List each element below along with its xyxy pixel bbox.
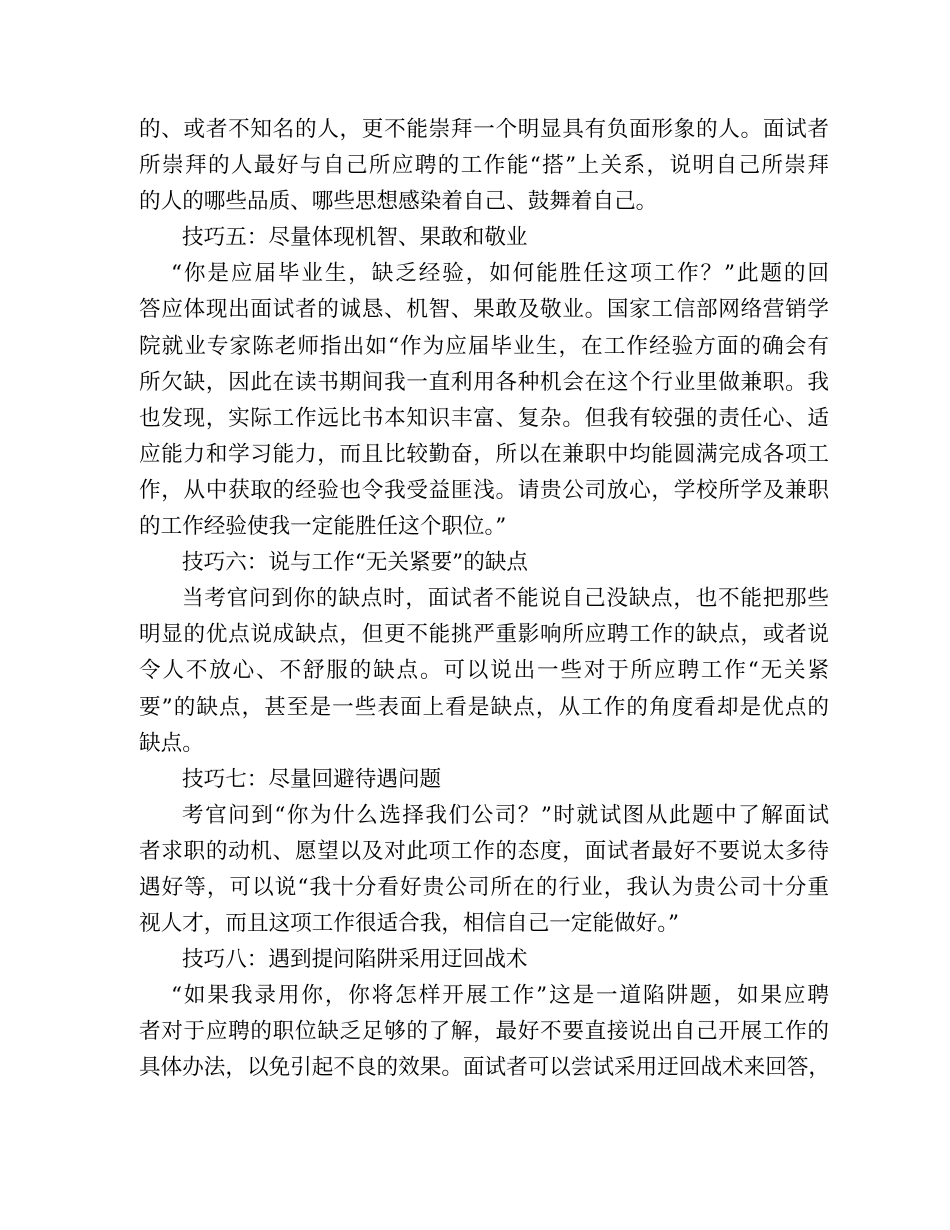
body-line: 缺点。 [139, 730, 204, 756]
body-line: 视人才，而且这项工作很适合我，相信自己一定能做好。” [139, 911, 680, 937]
body-line: 要”的缺点，甚至是一些表面上看是缺点，从工作的角度看却是优点的 [139, 694, 829, 720]
body-line: “如果我录用你，你将怎样开展工作”这是一道陷阱题，如果应聘 [171, 983, 829, 1009]
body-line: 的工作经验使我一定能胜任这个职位。” [139, 514, 507, 540]
section-heading: 技巧八：遇到提问陷阱采用迂回战术 [182, 947, 528, 973]
body-line: 作，从中获取的经验也令我受益匪浅。请贵公司放心，学校所学及兼职 [139, 477, 829, 503]
body-line: 考官问到“你为什么选择我们公司？”时就试图从此题中了解面试 [182, 802, 829, 828]
body-line: 应能力和学习能力，而且比较勤奋，所以在兼职中均能圆满完成各项工 [139, 441, 829, 467]
body-line: 的人的哪些品质、哪些思想感染着自己、鼓舞着自己。 [139, 189, 658, 215]
section-heading: 技巧六：说与工作“无关紧要”的缺点 [182, 550, 528, 576]
body-line: 遇好等，可以说“我十分看好贵公司所在的行业，我认为贵公司十分重 [139, 874, 829, 900]
body-line: 当考官问到你的缺点时，面试者不能说自己没缺点，也不能把那些 [182, 586, 829, 612]
body-line: 所欠缺，因此在读书期间我一直利用各种机会在这个行业里做兼职。我 [139, 369, 829, 395]
document-body [139, 112, 829, 1087]
body-line: 具体办法，以免引起不良的效果。面试者可以尝试采用迂回战术来回答， [139, 1055, 831, 1081]
body-line: 院就业专家陈老师指出如“作为应届毕业生，在工作经验方面的确会有 [139, 333, 829, 359]
body-line: “你是应届毕业生，缺乏经验，如何能胜任这项工作？”此题的回 [171, 261, 829, 287]
body-line: 的、或者不知名的人，更不能崇拜一个明显具有负面形象的人。面试者 [139, 117, 829, 142]
body-line: 者求职的动机、愿望以及对此项工作的态度，面试者最好不要说太多待 [139, 838, 829, 864]
body-line: 也发现，实际工作远比书本知识丰富、复杂。但我有较强的责任心、适 [139, 405, 829, 431]
body-line: 令人不放心、不舒服的缺点。可以说出一些对于所应聘工作“无关紧 [139, 658, 829, 684]
section-heading: 技巧七：尽量回避待遇问题 [182, 766, 442, 792]
section-heading: 技巧五：尽量体现机智、果敢和敬业 [182, 225, 528, 251]
body-line: 明显的优点说成缺点，但更不能挑严重影响所应聘工作的缺点，或者说 [139, 622, 829, 648]
body-line: 答应体现出面试者的诚恳、机智、果敢及敬业。国家工信部网络营销学 [139, 297, 829, 323]
body-line: 所崇拜的人最好与自己所应聘的工作能“搭”上关系，说明自己所崇拜 [139, 153, 829, 179]
body-line: 者对于应聘的职位缺乏足够的了解，最好不要直接说出自己开展工作的 [139, 1019, 829, 1045]
